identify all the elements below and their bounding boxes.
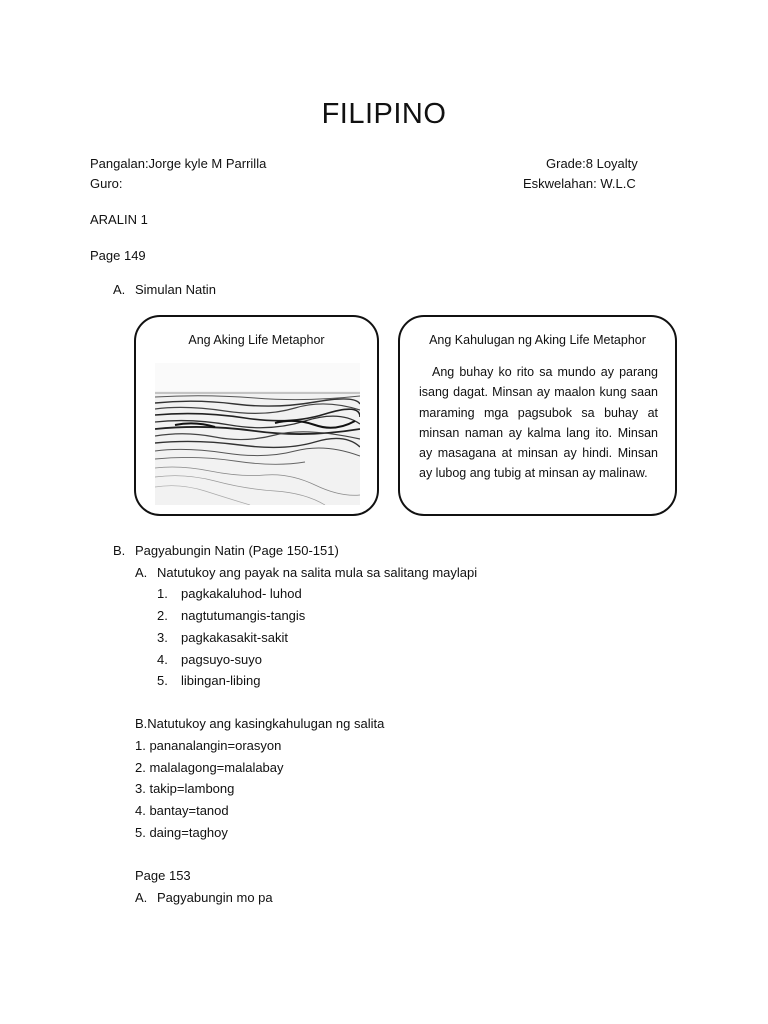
list-text: pagkakasakit-sakit [181, 630, 288, 645]
list-number: 3. [157, 630, 168, 645]
sea-waves-image [155, 363, 360, 505]
list-text: pagsuyo-suyo [181, 652, 262, 667]
list-number: 1. [157, 586, 168, 601]
section-letter: B. [113, 543, 126, 558]
page-reference: Page 149 [90, 248, 146, 263]
section-letter: A. [113, 282, 126, 297]
synonym-item: 3. takip=lambong [135, 781, 235, 796]
section-label: Pagyabungin Natin (Page 150-151) [135, 543, 339, 558]
life-metaphor-card [134, 315, 379, 516]
list-item [157, 608, 305, 624]
student-name: Pangalan:Jorge kyle M Parrilla [90, 156, 267, 171]
list-text: nagtutumangis-tangis [181, 608, 306, 623]
metaphor-meaning-card [398, 315, 677, 516]
list-number: 2. [157, 608, 168, 623]
metaphor-meaning-text: Ang buhay ko rito sa mundo ay parang isang dagat. Minsan ay maalon kung saan maraming mga pagsubok sa buhay at minsan naman ay kalma lang ito. Minsan ay masagana at minsan ay hindi. Minsan ay lubog ang tubig at minsan ay malinaw. [419, 365, 658, 481]
subsection-b-heading: B.Natutukoy ang kasingkahulugan ng salita [135, 716, 385, 731]
list-number: 4. [157, 652, 168, 667]
school-name: Eskwelahan: W.L.C [523, 176, 636, 191]
teacher-label: Guro: [90, 176, 123, 191]
final-section-heading [135, 890, 273, 906]
grade-section: Grade:8 Loyalty [546, 156, 638, 171]
list-item [157, 586, 302, 602]
card-title: Ang Aking Life Metaphor [188, 333, 325, 347]
card-title: Ang Kahulugan ng Aking Life Metaphor [429, 333, 646, 347]
synonym-item: 2. malalagong=malalabay [135, 760, 284, 775]
list-item [157, 630, 288, 646]
section-letter: A. [135, 890, 148, 905]
list-number: 5. [157, 673, 168, 688]
section-label: Pagyabungin mo pa [157, 890, 273, 905]
subsection-label: Natutukoy ang payak na salita mula sa salitang maylapi [157, 565, 478, 580]
synonym-item: 5. daing=taghoy [135, 825, 228, 840]
subsection-letter: A. [135, 565, 148, 580]
subsection-a-heading [135, 565, 477, 581]
section-a-heading [113, 282, 216, 298]
lesson-heading: ARALIN 1 [90, 212, 148, 227]
document-title: FILIPINO [321, 98, 447, 130]
list-text: libingan-libing [181, 673, 261, 688]
section-label: Simulan Natin [135, 282, 216, 297]
list-item [157, 673, 261, 689]
synonym-item: 1. pananalangin=orasyon [135, 738, 282, 753]
list-text: pagkakaluhod- luhod [181, 586, 302, 601]
list-item [157, 652, 262, 668]
synonym-item: 4. bantay=tanod [135, 803, 229, 818]
section-b-heading [113, 543, 339, 559]
page-reference: Page 153 [135, 868, 191, 883]
